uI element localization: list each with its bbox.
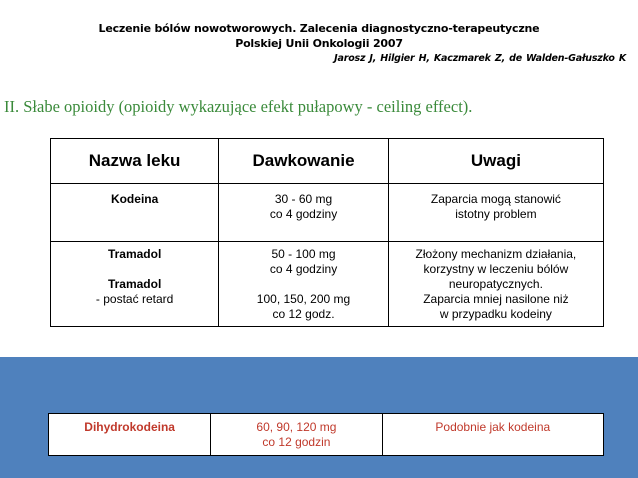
dose-line: co 4 godziny: [269, 207, 338, 221]
notes-line: neuropatycznych.: [448, 277, 543, 291]
header-authors: Jarosz J, Hilgier H, Kaczmarek Z, de Walden-Gałuszko K: [334, 53, 626, 64]
dose-cell: [211, 414, 382, 456]
notes-line: istotny problem: [455, 207, 537, 221]
notes-cell: [388, 184, 603, 242]
notes-line: korzystny w leczeniu bólów: [423, 262, 569, 276]
section-title: II. Słabe opioidy (opioidy wykazujące efekt pułapowy - ceiling effect).: [4, 97, 473, 116]
column-header-name: Nazwa leku: [51, 139, 219, 184]
spacer: [219, 277, 388, 292]
dose-line: 60, 90, 120 mg: [256, 420, 337, 434]
dihydrocodeine-table: [48, 413, 604, 456]
drug-name: Tramadol: [107, 277, 162, 291]
spacer: [51, 262, 218, 277]
column-header-notes: Uwagi: [388, 139, 603, 184]
column-header-dose: Dawkowanie: [219, 139, 389, 184]
notes-line: Zaparcia mniej nasilone niż: [423, 292, 569, 306]
drug-name-cell: [51, 242, 219, 327]
notes-cell: [382, 414, 603, 456]
table-header-row: [51, 139, 604, 184]
opioid-table: [50, 138, 604, 327]
header-title-line2: Polskiej Unii Onkologii 2007: [235, 37, 403, 50]
table-row: [49, 414, 604, 456]
dose-cell: [219, 184, 389, 242]
drug-name: Tramadol: [107, 247, 162, 261]
dose-line: co 12 godzin: [262, 435, 331, 449]
dose-line: 100, 150, 200 mg: [256, 292, 351, 306]
drug-name: Dihydrokodeina: [84, 420, 175, 434]
notes-line: Złożony mechanizm działania,: [415, 247, 577, 261]
drug-form: - postać retard: [95, 292, 174, 306]
drug-name: Kodeina: [110, 192, 159, 206]
dose-line: co 12 godz.: [272, 307, 335, 321]
notes-line: w przypadku kodeiny: [439, 307, 552, 321]
dose-line: 50 - 100 mg: [271, 247, 336, 261]
dose-cell: [219, 242, 389, 327]
table-row: [51, 242, 604, 327]
notes-line: Podobnie jak kodeina: [435, 420, 551, 434]
drug-name-cell: [49, 414, 211, 456]
drug-name-cell: [51, 184, 219, 242]
notes-line: Zaparcia mogą stanowić: [430, 192, 561, 206]
dose-line: 30 - 60 mg: [274, 192, 333, 206]
notes-cell: [388, 242, 603, 327]
dose-line: co 4 godziny: [269, 262, 338, 276]
header-title-line1: Leczenie bólów nowotworowych. Zalecenia diagnostyczno-terapeutyczne: [98, 22, 540, 35]
table-row: [51, 184, 604, 242]
